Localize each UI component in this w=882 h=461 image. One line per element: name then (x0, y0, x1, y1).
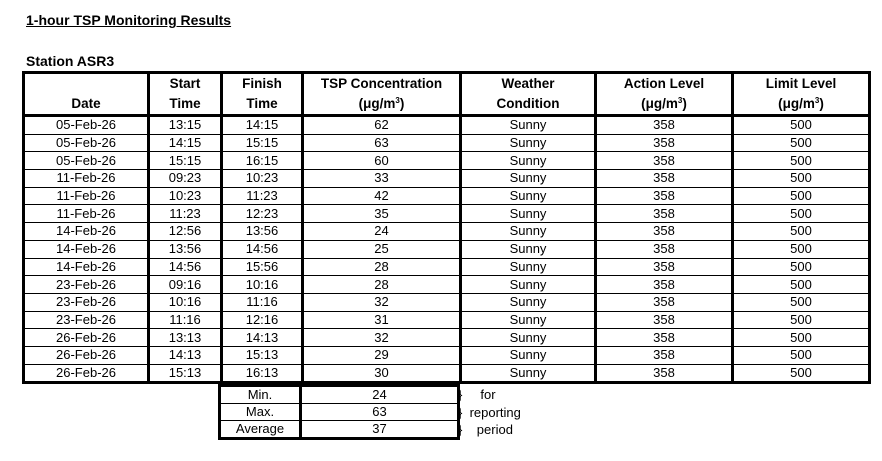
cell-tsp: 60 (303, 152, 461, 170)
cell-start: 10:23 (149, 187, 222, 205)
header-row-2 (24, 94, 870, 116)
cell-date: 14-Feb-26 (24, 240, 149, 258)
cell-limit: 500 (733, 152, 870, 170)
cell-weather: Sunny (461, 134, 596, 152)
cell-action: 358 (596, 170, 733, 188)
cell-date: 23-Feb-26 (24, 311, 149, 329)
cell-weather: Sunny (461, 364, 596, 383)
table-row (24, 223, 870, 241)
table-row (24, 329, 870, 347)
summary-table (218, 384, 460, 440)
cell-weather: Sunny (461, 240, 596, 258)
cell-tsp: 63 (303, 134, 461, 152)
cell-tsp: 28 (303, 258, 461, 276)
summary-label: Min. (220, 386, 301, 404)
cell-finish: 11:16 (222, 293, 303, 311)
cell-finish: 16:15 (222, 152, 303, 170)
cell-date: 23-Feb-26 (24, 276, 149, 294)
header-weather-line2: Condition (461, 94, 596, 116)
table-row (24, 134, 870, 152)
header-date-line1 (24, 73, 149, 95)
cell-finish: 11:23 (222, 187, 303, 205)
cell-action: 358 (596, 276, 733, 294)
cell-finish: 15:15 (222, 134, 303, 152)
summary-note: } for (458, 387, 496, 402)
cell-finish: 15:13 (222, 346, 303, 364)
cell-tsp: 28 (303, 276, 461, 294)
summary-row (220, 404, 459, 421)
cell-start: 15:13 (149, 364, 222, 383)
cell-limit: 500 (733, 293, 870, 311)
cell-weather: Sunny (461, 223, 596, 241)
cell-action: 358 (596, 293, 733, 311)
cell-date: 14-Feb-26 (24, 258, 149, 276)
cell-action: 358 (596, 205, 733, 223)
cell-limit: 500 (733, 311, 870, 329)
cell-date: 26-Feb-26 (24, 364, 149, 383)
header-finish-line2: Time (222, 94, 303, 116)
cell-start: 14:56 (149, 258, 222, 276)
cell-start: 15:15 (149, 152, 222, 170)
cell-finish: 10:16 (222, 276, 303, 294)
cell-action: 358 (596, 187, 733, 205)
table-row (24, 258, 870, 276)
cell-start: 13:15 (149, 116, 222, 135)
cell-limit: 500 (733, 364, 870, 383)
table-row (24, 276, 870, 294)
cell-limit: 500 (733, 276, 870, 294)
cell-date: 14-Feb-26 (24, 223, 149, 241)
cell-limit: 500 (733, 223, 870, 241)
table-row (24, 311, 870, 329)
cell-date: 26-Feb-26 (24, 346, 149, 364)
header-tsp-line1: TSP Concentration (303, 73, 461, 95)
cell-tsp: 62 (303, 116, 461, 135)
cell-finish: 14:15 (222, 116, 303, 135)
cell-tsp: 35 (303, 205, 461, 223)
cell-start: 13:13 (149, 329, 222, 347)
header-weather-line1: Weather (461, 73, 596, 95)
cell-date: 26-Feb-26 (24, 329, 149, 347)
cell-finish: 10:23 (222, 170, 303, 188)
cell-limit: 500 (733, 170, 870, 188)
cell-date: 05-Feb-26 (24, 134, 149, 152)
header-date-line2: Date (24, 94, 149, 116)
table-row (24, 364, 870, 383)
cell-date: 11-Feb-26 (24, 170, 149, 188)
cell-weather: Sunny (461, 293, 596, 311)
summary-value: 24 (301, 386, 459, 404)
cell-weather: Sunny (461, 116, 596, 135)
table-row (24, 346, 870, 364)
page-title: 1-hour TSP Monitoring Results (26, 12, 232, 28)
summary-value: 37 (301, 421, 459, 439)
header-action-line1: Action Level (596, 73, 733, 95)
cell-finish: 14:56 (222, 240, 303, 258)
cell-weather: Sunny (461, 152, 596, 170)
station-label: Station ASR3 (26, 53, 115, 69)
table-row (24, 152, 870, 170)
cell-limit: 500 (733, 205, 870, 223)
cell-limit: 500 (733, 329, 870, 347)
summary-value: 63 (301, 404, 459, 421)
cell-action: 358 (596, 346, 733, 364)
table-row (24, 116, 870, 135)
cell-start: 12:56 (149, 223, 222, 241)
cell-finish: 12:23 (222, 205, 303, 223)
header-tsp-unit: $(\mu g/m^3)$ (303, 94, 461, 116)
table-row (24, 187, 870, 205)
cell-weather: Sunny (461, 329, 596, 347)
cell-tsp: 32 (303, 293, 461, 311)
cell-limit: 500 (733, 134, 870, 152)
cell-action: 358 (596, 364, 733, 383)
cell-action: 358 (596, 311, 733, 329)
cell-tsp: 32 (303, 329, 461, 347)
summary-row (220, 421, 459, 439)
table-row (24, 293, 870, 311)
cell-weather: Sunny (461, 311, 596, 329)
cell-start: 14:13 (149, 346, 222, 364)
table-row (24, 170, 870, 188)
cell-action: 358 (596, 329, 733, 347)
cell-finish: 14:13 (222, 329, 303, 347)
cell-finish: 16:13 (222, 364, 303, 383)
cell-tsp: 25 (303, 240, 461, 258)
cell-action: 358 (596, 223, 733, 241)
cell-action: 358 (596, 116, 733, 135)
header-start-line1: Start (149, 73, 222, 95)
cell-action: 358 (596, 258, 733, 276)
cell-weather: Sunny (461, 205, 596, 223)
cell-start: 14:15 (149, 134, 222, 152)
cell-finish: 15:56 (222, 258, 303, 276)
cell-start: 11:23 (149, 205, 222, 223)
cell-date: 11-Feb-26 (24, 187, 149, 205)
summary-row (220, 386, 459, 404)
cell-weather: Sunny (461, 170, 596, 188)
cell-start: 10:16 (149, 293, 222, 311)
header-row-1 (24, 73, 870, 95)
cell-date: 05-Feb-26 (24, 116, 149, 135)
cell-finish: 13:56 (222, 223, 303, 241)
cell-weather: Sunny (461, 258, 596, 276)
header-finish-line1: Finish (222, 73, 303, 95)
cell-limit: 500 (733, 116, 870, 135)
header-start-line2: Time (149, 94, 222, 116)
cell-action: 358 (596, 240, 733, 258)
header-action-unit: $(\mu g/m^3)$ (596, 94, 733, 116)
cell-weather: Sunny (461, 276, 596, 294)
cell-action: 358 (596, 134, 733, 152)
table-row (24, 205, 870, 223)
cell-start: 09:23 (149, 170, 222, 188)
cell-tsp: 24 (303, 223, 461, 241)
reporting-period-note (458, 386, 521, 439)
cell-weather: Sunny (461, 346, 596, 364)
cell-finish: 12:16 (222, 311, 303, 329)
cell-date: 05-Feb-26 (24, 152, 149, 170)
cell-tsp: 31 (303, 311, 461, 329)
summary-note: } reporting (458, 404, 521, 420)
cell-date: 11-Feb-26 (24, 205, 149, 223)
summary-note: } period (458, 422, 513, 438)
table-row (24, 240, 870, 258)
cell-tsp: 30 (303, 364, 461, 383)
cell-start: 13:56 (149, 240, 222, 258)
summary-label: Max. (220, 404, 301, 421)
cell-weather: Sunny (461, 187, 596, 205)
cell-tsp: 29 (303, 346, 461, 364)
cell-start: 11:16 (149, 311, 222, 329)
header-limit-unit: $(\mu g/m^3)$ (733, 94, 870, 116)
cell-tsp: 42 (303, 187, 461, 205)
results-table (22, 71, 871, 384)
cell-limit: 500 (733, 187, 870, 205)
cell-limit: 500 (733, 258, 870, 276)
cell-action: 358 (596, 152, 733, 170)
cell-start: 09:16 (149, 276, 222, 294)
cell-tsp: 33 (303, 170, 461, 188)
header-limit-line1: Limit Level (733, 73, 870, 95)
cell-limit: 500 (733, 346, 870, 364)
summary-label: Average (220, 421, 301, 439)
cell-limit: 500 (733, 240, 870, 258)
cell-date: 23-Feb-26 (24, 293, 149, 311)
